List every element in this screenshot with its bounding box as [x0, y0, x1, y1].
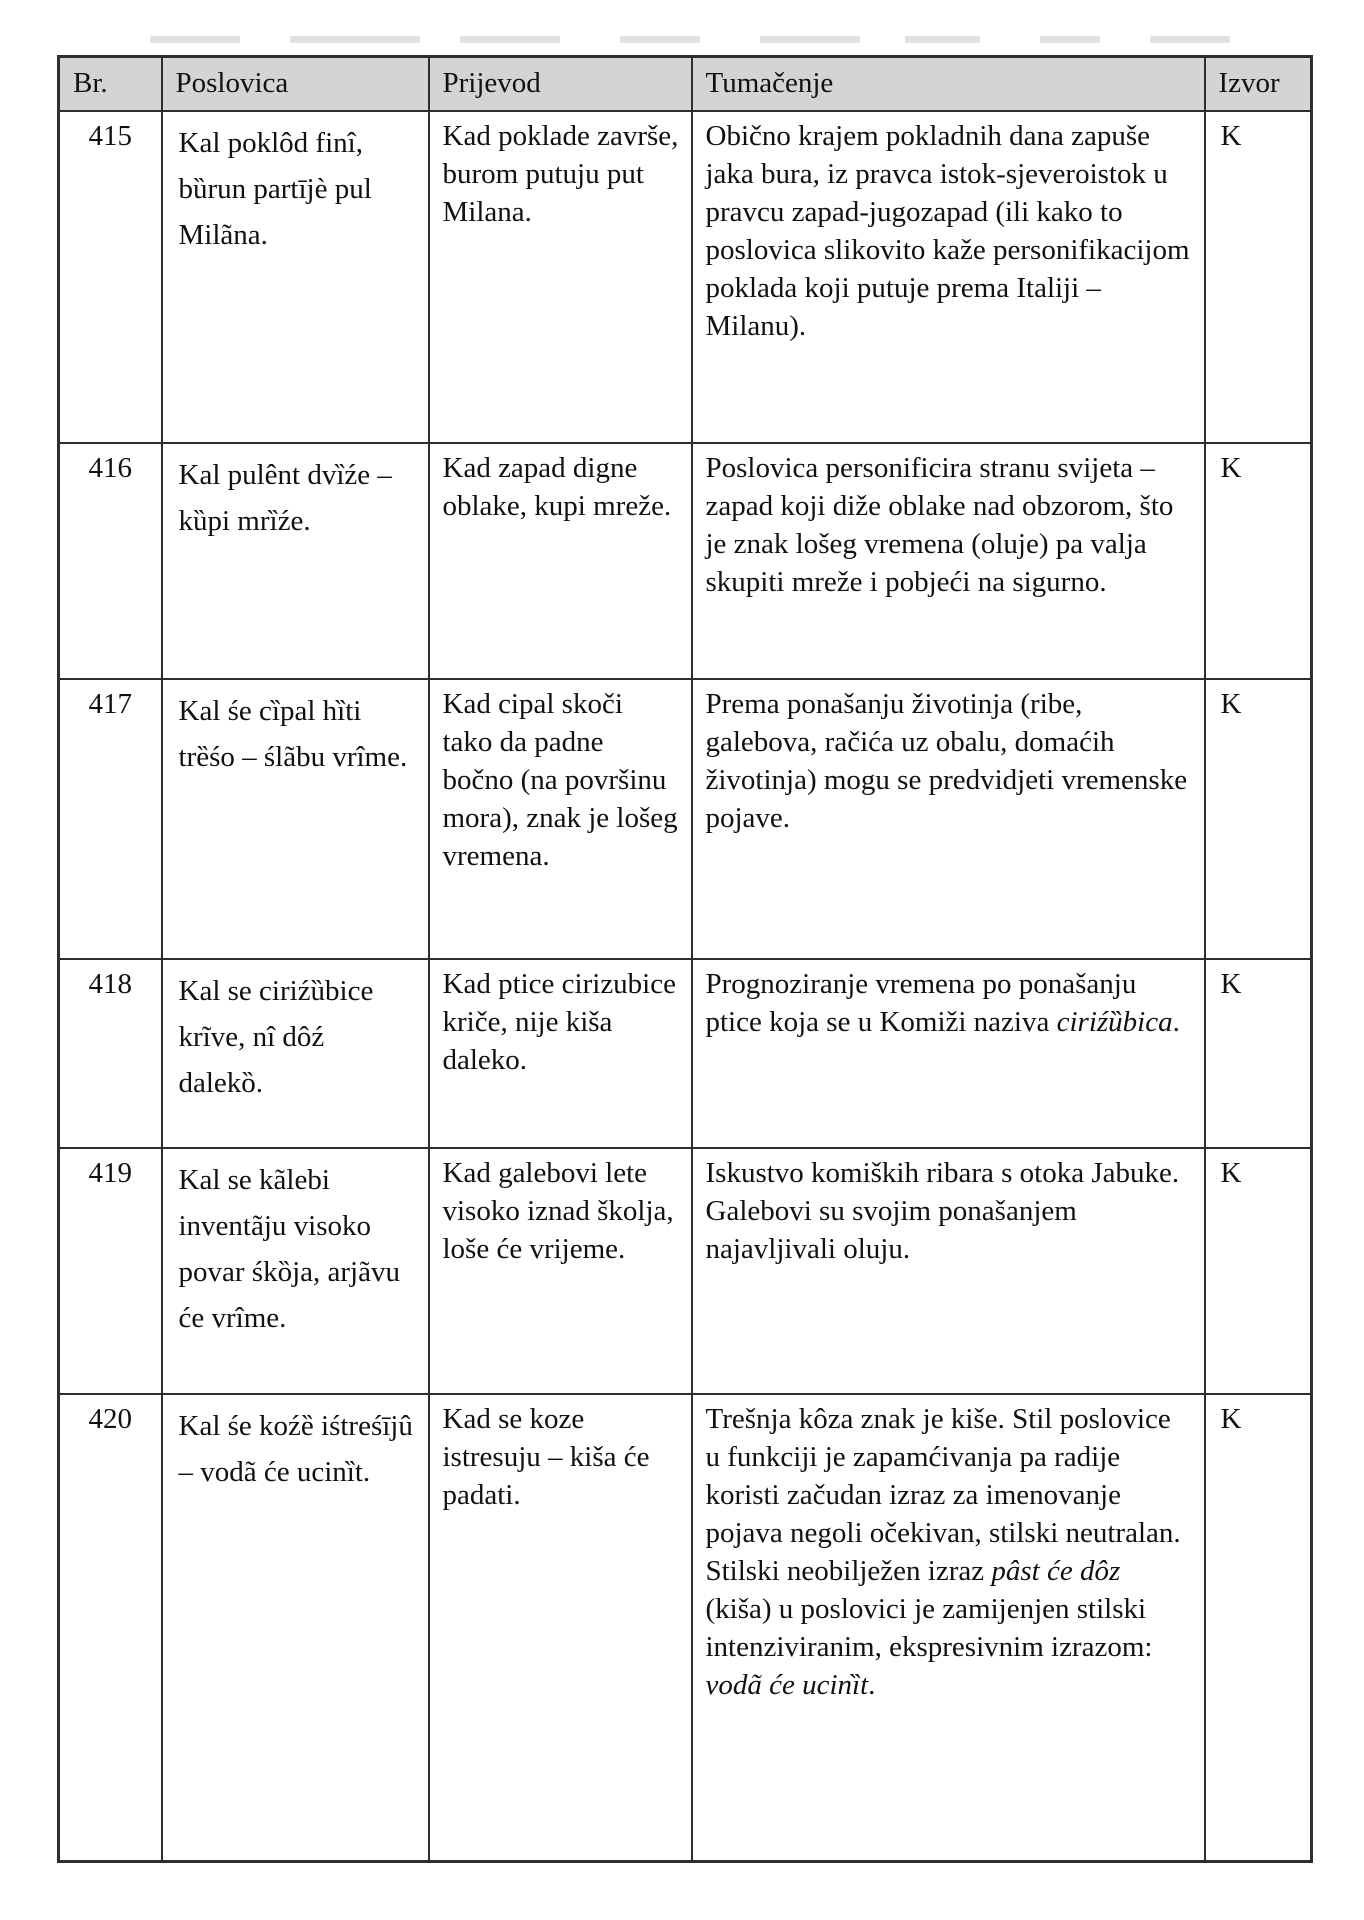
proverb-translation: Kad poklade završe, burom putuju put Milana. — [429, 111, 692, 443]
dialect-term: ciriźȕbica — [1056, 1006, 1173, 1038]
proverb-dialect-text: Kal śe cȉpal hȉti trȅśo – ślãbu vrîme. — [162, 679, 429, 959]
text-segment: Prema ponašanju životinja (ribe, galebova, račića uz obalu, domaćih životinja) mogu se predvidjeti vremenske pojave. — [705, 688, 1188, 834]
proverb-translation: Kad ptice cirizubice kriče, nije kiša daleko. — [429, 959, 692, 1148]
proverb-interpretation — [692, 1394, 1205, 1861]
source-code: K — [1205, 1148, 1312, 1394]
proverb-interpretation — [692, 1148, 1205, 1394]
proverb-interpretation — [692, 443, 1205, 679]
text-segment: . — [1172, 1006, 1180, 1038]
source-code: K — [1205, 443, 1312, 679]
header-br: Br. — [59, 57, 162, 112]
row-number: 418 — [59, 959, 162, 1148]
proverb-dialect-text: Kal se kãlebi inventãju visoko povar śkȍja, arjãvu će vrîme. — [162, 1148, 429, 1394]
scan-artifacts — [0, 36, 1364, 46]
text-segment: (kiša) u poslovici je zamijenjen stilski intenziviranim, ekspresivnim izrazom: — [705, 1593, 1153, 1663]
proverb-interpretation — [692, 679, 1205, 959]
text-segment: Prognoziranje vremena po ponašanju ptice koja se u Komiži naziva — [705, 968, 1137, 1038]
proverb-dialect-text: Kal poklôd finî, bȕrun partījè pul Milãna. — [162, 111, 429, 443]
row-number: 417 — [59, 679, 162, 959]
proverb-translation: Kad se koze istresuju – kiša će padati. — [429, 1394, 692, 1861]
proverb-interpretation — [692, 959, 1205, 1148]
text-segment: Iskustvo komiških ribara s otoka Jabuke. Galebovi su svojim ponašanjem najavljivali oluju. — [705, 1157, 1180, 1265]
text-segment: Poslovica personificira stranu svijeta – zapad koji diže oblake nad obzorom, što je znak lošeg vremena (oluje) pa valja skupiti mreže i pobjeći na sigurno. — [705, 452, 1174, 598]
header-poslovica: Poslovica — [162, 57, 429, 112]
header-izvor: Izvor — [1205, 57, 1312, 112]
table-row — [59, 959, 1312, 1148]
proverb-dialect-text: Kal se ciriźȕbice krĩve, nî dôź dalekȍ. — [162, 959, 429, 1148]
proverb-translation: Kad cipal skoči tako da padne bočno (na površinu mora), znak je lošeg vremena. — [429, 679, 692, 959]
table-row — [59, 679, 1312, 959]
proverb-dialect-text: Kal śe koźȅ iśtreśījû – vodã će ucinȉt. — [162, 1394, 429, 1861]
row-number: 415 — [59, 111, 162, 443]
row-number: 419 — [59, 1148, 162, 1394]
source-code: K — [1205, 959, 1312, 1148]
header-tumacenje: Tumačenje — [692, 57, 1205, 112]
source-code: K — [1205, 1394, 1312, 1861]
dialect-term: pâst će dôz — [991, 1555, 1121, 1587]
row-number: 420 — [59, 1394, 162, 1861]
table-row — [59, 1148, 1312, 1394]
proverb-dialect-text: Kal pulênt dvȉźe – kȕpi mrȉźe. — [162, 443, 429, 679]
dialect-term: vodã će ucinȉt — [705, 1669, 869, 1701]
text-segment: . — [868, 1669, 876, 1701]
text-segment: Obično krajem pokladnih dana zapuše jaka bura, iz pravca istok-sjeveroistok u pravcu zapad-jugozapad (ili kako to poslovica slikovito kaže personifikacijom poklada koji putuje prema Italiji – Milanu). — [705, 120, 1190, 342]
text-segment: Trešnja kôza znak je kiše. Stil poslovice u funkciji je zapamćivanja pa radije koristi začudan izraz za imenovanje pojava negoli očekivan, stilski neutralan. Stilski neobilježen izraz — [705, 1403, 1181, 1587]
proverb-interpretation — [692, 111, 1205, 443]
proverb-translation: Kad galebovi lete visoko iznad školja, loše će vrijeme. — [429, 1148, 692, 1394]
source-code: K — [1205, 111, 1312, 443]
proverb-translation: Kad zapad digne oblake, kupi mreže. — [429, 443, 692, 679]
header-prijevod: Prijevod — [429, 57, 692, 112]
row-number: 416 — [59, 443, 162, 679]
table-row — [59, 111, 1312, 443]
source-code: K — [1205, 679, 1312, 959]
proverbs-table — [57, 55, 1313, 1863]
table-row — [59, 1394, 1312, 1861]
table-row — [59, 443, 1312, 679]
header-row — [59, 57, 1312, 112]
